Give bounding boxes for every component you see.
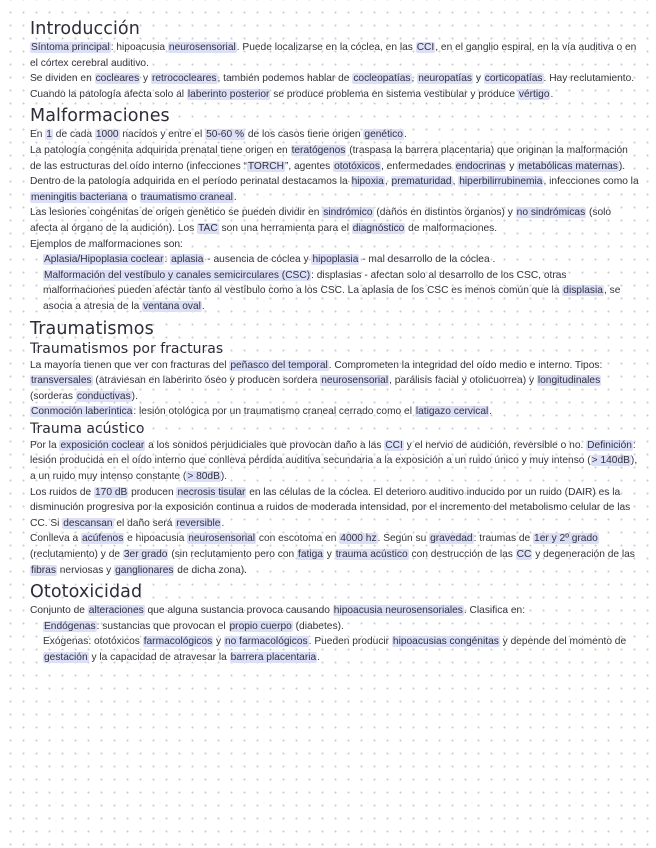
text-run: (sin reclutamiento pero con xyxy=(168,549,298,561)
highlighted-term: 170 dB xyxy=(95,486,128,498)
text-run: : displasias - afectan solo al desarrollo de los CSC, otras malformaciones pueden afectar tanto al vestíbulo como a los CSC. La aplasia de los CSC es menos común que la xyxy=(43,269,567,297)
text-run: . xyxy=(201,300,205,312)
highlighted-term: longitudinales xyxy=(537,375,601,387)
text-run: o xyxy=(128,191,140,203)
intro-paragraph-2 xyxy=(30,71,640,102)
text-run: : lesión otológica por un traumatismo craneal cerrado como el xyxy=(133,406,415,418)
fracturas-paragraph-2 xyxy=(30,404,640,420)
highlighted-term: TORCH xyxy=(247,160,284,172)
highlighted-term: reversible xyxy=(176,517,221,529)
text-run: el daño será xyxy=(113,517,176,529)
acustico-paragraph-1 xyxy=(30,438,640,485)
highlighted-term: Conmoción laberíntica xyxy=(31,406,133,418)
text-run: - mal desarrollo de la cóclea . xyxy=(359,254,496,266)
text-run: a los sonidos perjudiciales que provocan daño a las xyxy=(145,439,385,451)
text-run: (daños en distintos órganos) y xyxy=(373,207,516,219)
highlighted-term: 1er y 2º grado xyxy=(534,533,598,545)
highlighted-term: neurosensorial xyxy=(321,375,389,387)
text-run: . Hay reclutamiento. Cuando la patología afecta solo al xyxy=(30,73,635,100)
intro-paragraph-1 xyxy=(30,40,640,71)
text-run: En xyxy=(30,129,46,141)
text-run: y depende del momento de xyxy=(499,636,627,648)
text-run: que alguna sustancia provoca causando xyxy=(144,605,333,617)
text-run: (atraviesan en laberinto óseo y producen sordera xyxy=(92,375,321,387)
text-run: La mayoría tienen que ver con fracturas del xyxy=(30,359,230,371)
highlighted-term: neurosensorial xyxy=(168,42,236,53)
highlighted-term: ventana oval xyxy=(143,300,201,312)
text-run: y xyxy=(213,636,224,648)
text-run: : sustancias que provocan el xyxy=(96,620,229,632)
highlighted-term: Definición xyxy=(587,439,632,451)
highlighted-term: farmacológicos xyxy=(143,636,213,648)
text-run: . Pueden producir xyxy=(308,636,392,648)
text-run: Los ruidos de xyxy=(30,486,94,498)
highlighted-term: 3er grado xyxy=(123,549,168,561)
text-run: , parálisis facial y otolicuorrea) y xyxy=(389,375,537,387)
text-run: . xyxy=(403,129,407,141)
text-run: y la capacidad de atravesar la xyxy=(88,652,230,663)
text-run: y degeneración de las xyxy=(532,549,635,561)
text-run: (sorderas xyxy=(30,390,76,402)
highlighted-term: traumatismo craneal xyxy=(140,191,233,203)
text-run: con escotoma en xyxy=(256,533,340,545)
text-run: Las lesiones congénitas de origen genético se pueden dividir en xyxy=(30,207,323,219)
text-run: : hipoacusia xyxy=(110,42,168,53)
highlighted-term: > 80dB xyxy=(187,471,220,483)
highlighted-term: diagnóstico xyxy=(352,222,405,234)
highlighted-term: prematuridad xyxy=(391,176,452,188)
text-run: , infecciones como la xyxy=(543,176,639,188)
text-run: ). xyxy=(618,160,626,172)
highlighted-term: hipoplasia xyxy=(312,254,359,266)
highlighted-term: alteraciones xyxy=(88,605,144,617)
highlighted-term: exposición coclear xyxy=(60,439,145,451)
text-run: ”, agentes xyxy=(284,160,334,172)
highlighted-term: necrosis tisular xyxy=(177,486,246,498)
text-run: : xyxy=(164,254,171,266)
highlighted-term: laberinto posterior xyxy=(187,88,270,100)
highlighted-term: 50-60 % xyxy=(206,129,245,141)
text-run: . Según su xyxy=(377,533,430,545)
highlighted-term: genético xyxy=(364,129,403,141)
text-run: son una herramienta para el xyxy=(218,222,352,234)
text-run: y el nervio de audición, reversible o no. xyxy=(403,439,587,451)
ototoxicidad-example-2 xyxy=(30,634,640,665)
highlighted-term: vértigo xyxy=(518,88,550,100)
highlighted-term: CCI xyxy=(416,42,435,53)
fracturas-paragraph-1 xyxy=(30,358,640,405)
text-run: e hipoacusia xyxy=(124,533,188,545)
text-run: y xyxy=(323,549,335,561)
text-run: ). xyxy=(220,471,228,483)
acustico-paragraph-3 xyxy=(30,531,640,578)
text-run: : traumas de xyxy=(473,533,534,545)
highlighted-term: corticopatías xyxy=(484,73,543,85)
text-run: - ausencia de cóclea y xyxy=(204,254,312,266)
highlighted-term: transversales xyxy=(31,375,92,387)
text-run: y xyxy=(140,73,151,85)
highlighted-term: retrococleares xyxy=(151,73,217,85)
section-title-introduccion: Introducción xyxy=(30,19,140,39)
highlighted-term: meningitis bacteriana xyxy=(31,191,128,203)
highlighted-term: neurosensorial xyxy=(188,533,256,545)
text-run: . xyxy=(550,88,554,100)
malformaciones-paragraph-2 xyxy=(30,143,640,174)
highlighted-term: trauma acústico xyxy=(335,549,408,561)
highlighted-term: 1 xyxy=(46,129,52,141)
text-run: , en el ganglio espiral, en la vía auditiva o en el córtex cerebral auditivo. xyxy=(30,42,637,69)
highlighted-term: ototóxicos xyxy=(334,160,380,172)
highlighted-term: latigazo cervical xyxy=(415,406,489,418)
text-run: , enfermedades xyxy=(380,160,455,172)
text-run: . Clasifica en: xyxy=(463,605,526,617)
highlighted-term: displasia xyxy=(563,285,603,297)
highlighted-term: > 140dB xyxy=(591,455,630,467)
highlighted-term: fatiga xyxy=(298,549,323,561)
text-run: , xyxy=(384,176,391,188)
ototoxicidad-paragraph-1 xyxy=(30,603,640,619)
highlighted-term: Endógenas xyxy=(44,620,96,632)
text-run: (diabetes). xyxy=(292,620,344,632)
text-run: . Comprometen la integridad del oído medio e interno. Tipos: xyxy=(328,359,603,371)
highlighted-term: hipoxia xyxy=(351,176,384,188)
section-title-traumatismos: Traumatismos xyxy=(30,318,154,339)
highlighted-term: no farmacológicos xyxy=(224,636,308,648)
text-run: nacidos y entre el xyxy=(119,129,206,141)
text-run: , xyxy=(411,73,418,85)
text-run: : lesión producida en el oído interno que conlleva pérdida auditiva secundaria a la exposición a un ruido único y muy intenso ( xyxy=(30,439,636,467)
malformaciones-examples-label: Ejemplos de malformaciones son: xyxy=(30,238,183,250)
text-run: , xyxy=(452,176,459,188)
malformaciones-example-2 xyxy=(30,268,640,315)
text-run: de malformaciones. xyxy=(405,222,498,234)
subsection-title-fracturas: Traumatismos por fracturas xyxy=(30,340,224,357)
highlighted-term: CCI xyxy=(385,439,403,451)
highlighted-term: peñasco del temporal xyxy=(230,359,328,371)
text-run: y xyxy=(473,73,484,85)
text-run: , también podemos hablar de xyxy=(217,73,353,85)
text-run: : ototóxicos xyxy=(88,636,143,648)
text-run: La patología congénita adquirida prenatal tiene origen en xyxy=(30,144,291,156)
highlighted-term: 4000 hz xyxy=(340,533,377,545)
highlighted-term: gestación xyxy=(44,652,88,663)
malformaciones-paragraph-1 xyxy=(30,127,640,143)
highlighted-term: propio cuerpo xyxy=(229,620,292,632)
text-run: y xyxy=(506,160,518,172)
text-run: (traspasa la barrera placentaria) que originan la malformación de las estructuras del oído interno (infecciones “ xyxy=(30,144,628,172)
highlighted-term: hipoacusia neurosensoriales xyxy=(333,605,463,617)
highlighted-term: cocleopatías xyxy=(353,73,411,85)
highlighted-term: Malformación del vestíbulo y canales semicirculares (CSC) xyxy=(44,269,311,281)
section-title-ototoxicidad: Ototoxicidad xyxy=(30,582,143,603)
text-run: con destrucción de las xyxy=(408,549,516,561)
subsection-title-trauma-acustico: Trauma acústico xyxy=(30,420,145,437)
highlighted-term: descansan xyxy=(63,517,113,529)
text-run: ), a un ruido muy intenso constante ( xyxy=(30,455,638,483)
text-run: Conjunto de xyxy=(30,605,88,617)
highlighted-term: sindrómico xyxy=(323,207,373,219)
text-run: . xyxy=(489,406,493,418)
text-run: , se asocia a atresia de la xyxy=(43,285,621,312)
malformaciones-paragraph-3 xyxy=(30,174,640,205)
text-run: . Puede localizarse en la cóclea, en las xyxy=(236,42,416,53)
highlighted-term: TAC xyxy=(198,222,218,234)
section-title-malformaciones: Malformaciones xyxy=(30,106,170,127)
highlighted-term: Aplasia/Hipoplasia coclear xyxy=(44,254,164,266)
highlighted-term: hipoacusias congénitas xyxy=(392,636,499,648)
highlighted-term: endocrinas xyxy=(455,160,506,172)
highlighted-term: aplasia xyxy=(171,254,204,266)
text-run: nerviosas y xyxy=(56,564,115,576)
highlighted-term: conductivas xyxy=(76,390,131,402)
text-run: de dicha zona). xyxy=(174,564,247,576)
text-run: . xyxy=(233,191,237,203)
text-run: Se dividen en xyxy=(30,73,95,85)
highlighted-term: CC xyxy=(516,549,532,561)
highlighted-term: cocleares xyxy=(95,73,140,85)
highlighted-term: hiperbilirrubinemia xyxy=(459,176,543,188)
highlighted-term: fibras xyxy=(31,564,56,576)
highlighted-term: metabólicas maternas xyxy=(518,160,618,172)
highlighted-term: neuropatías xyxy=(418,73,472,85)
highlighted-term: 1000 xyxy=(95,129,119,141)
text-run: Exógenas xyxy=(43,636,89,648)
highlighted-term: acúfenos xyxy=(81,533,124,545)
highlighted-term: gravedad xyxy=(430,533,473,545)
malformaciones-example-1 xyxy=(30,252,640,268)
text-run: en las células de la cóclea. El deterioro auditivo inducido por un ruido (DAIR) es la disminución progresiva por la exposición continua a ruidos de moderada intensidad, por el incremento del metabolismo celular de las CC. Si xyxy=(30,486,631,529)
text-run: (reclutamiento) y de xyxy=(30,549,123,561)
highlighted-term: Síntoma principal xyxy=(31,42,110,53)
highlighted-term: teratógenos xyxy=(291,144,346,156)
text-run: Conlleva a xyxy=(30,533,81,545)
text-run: de cada xyxy=(52,129,95,141)
text-run: ). xyxy=(131,390,138,402)
text-run: se produce problema en sistema vestibular y produce xyxy=(270,88,518,100)
text-run: (solo afecta al órgano de la audición). Los xyxy=(30,207,612,234)
text-run: . xyxy=(221,517,225,529)
text-run: producen xyxy=(128,486,177,498)
ototoxicidad-example-1 xyxy=(30,619,640,635)
malformaciones-paragraph-4 xyxy=(30,205,640,236)
highlighted-term: no sindrómicas xyxy=(516,207,586,219)
text-run: de los casos tiene origen xyxy=(245,129,364,141)
highlighted-term: barrera placentaria xyxy=(230,652,317,663)
text-run: Por la xyxy=(30,439,60,451)
acustico-paragraph-2 xyxy=(30,485,640,532)
highlighted-term: ganglionares xyxy=(115,564,174,576)
text-run: Dentro de la patología adquirida en el período perinatal destacamos la xyxy=(30,176,351,188)
text-run: . xyxy=(317,652,320,663)
